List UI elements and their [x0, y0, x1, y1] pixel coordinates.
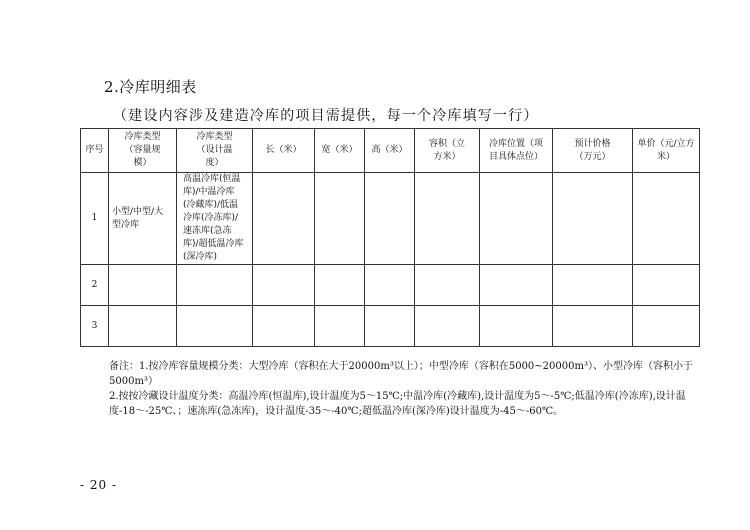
header-width: 宽（米） [315, 129, 365, 173]
cell-location [480, 265, 553, 306]
section-subtitle: （建设内容涉及建造冷库的项目需提供，每一个冷库填写一行） [113, 108, 539, 124]
cell-height [365, 306, 415, 347]
row-capacity [109, 265, 177, 306]
page-number: - 20 - [80, 478, 118, 492]
cell-price [553, 173, 633, 265]
cell-length [253, 265, 315, 306]
cell-price [553, 306, 633, 347]
row-capacity [109, 306, 177, 347]
header-location: 冷库位置（项目具体点位） [480, 129, 553, 173]
header-capacity-type: 冷库类型（容量规模） [109, 129, 177, 173]
header-volume: 容积（立方米） [415, 129, 480, 173]
cell-volume [415, 265, 480, 306]
cold-storage-table [80, 128, 700, 347]
header-temperature-type: 冷库类型（设计温度） [177, 129, 253, 173]
cell-height [365, 173, 415, 265]
cell-unit-price [633, 173, 700, 265]
cell-price [553, 265, 633, 306]
header-height: 高（米） [365, 129, 415, 173]
header-unit-price: 单价（元/立方米） [633, 129, 700, 173]
cell-unit-price [633, 306, 700, 347]
header-price: 预计价格（万元） [553, 129, 633, 173]
cell-width [315, 306, 365, 347]
row-capacity: 小型/中型/大型冷库 [109, 173, 177, 265]
row-seq: 2 [81, 265, 109, 306]
row-seq: 1 [81, 173, 109, 265]
cell-location [480, 173, 553, 265]
row-temperature: 高温冷库(恒温库)/中温冷库(冷藏库)/低温冷库(冷冻库)/速冻库(急冻库)/超低温冷库(深冷库) [177, 173, 253, 265]
notes [82, 359, 702, 419]
row-temperature [177, 265, 253, 306]
table-row [81, 265, 700, 306]
header-length: 长（米） [253, 129, 315, 173]
cell-length [253, 306, 315, 347]
cell-volume [415, 306, 480, 347]
table-row [81, 173, 700, 265]
note-temperature-classification: 2.按按冷藏设计温度分类：高温冷库(恒温库),设计温度为5～15℃;中温冷库(冷藏库),设计温度为5～-5℃;低温冷库(冷冻库),设计温度-18～-25℃、；速冻库(急冻库)，设计温度-35～-40℃;超低温冷库(深冷库)设计温度为-45～-60℃。 [109, 391, 686, 417]
row-seq: 3 [81, 306, 109, 347]
row-temperature [177, 306, 253, 347]
cell-length [253, 173, 315, 265]
cell-volume [415, 173, 480, 265]
cell-location [480, 306, 553, 347]
section-title: 2.冷库明细表 [104, 78, 197, 96]
cell-unit-price [633, 265, 700, 306]
header-seq: 序号 [81, 129, 109, 173]
table-row [81, 306, 700, 347]
note-capacity-classification: 备注：1.按冷库容量规模分类：大型冷库（容积在大于20000m³以上）；中型冷库（容积在5000~20000m³）、小型冷库（容积小于5000m³） [109, 361, 693, 387]
table-header-row [81, 129, 700, 173]
cell-width [315, 265, 365, 306]
cell-height [365, 265, 415, 306]
cell-width [315, 173, 365, 265]
